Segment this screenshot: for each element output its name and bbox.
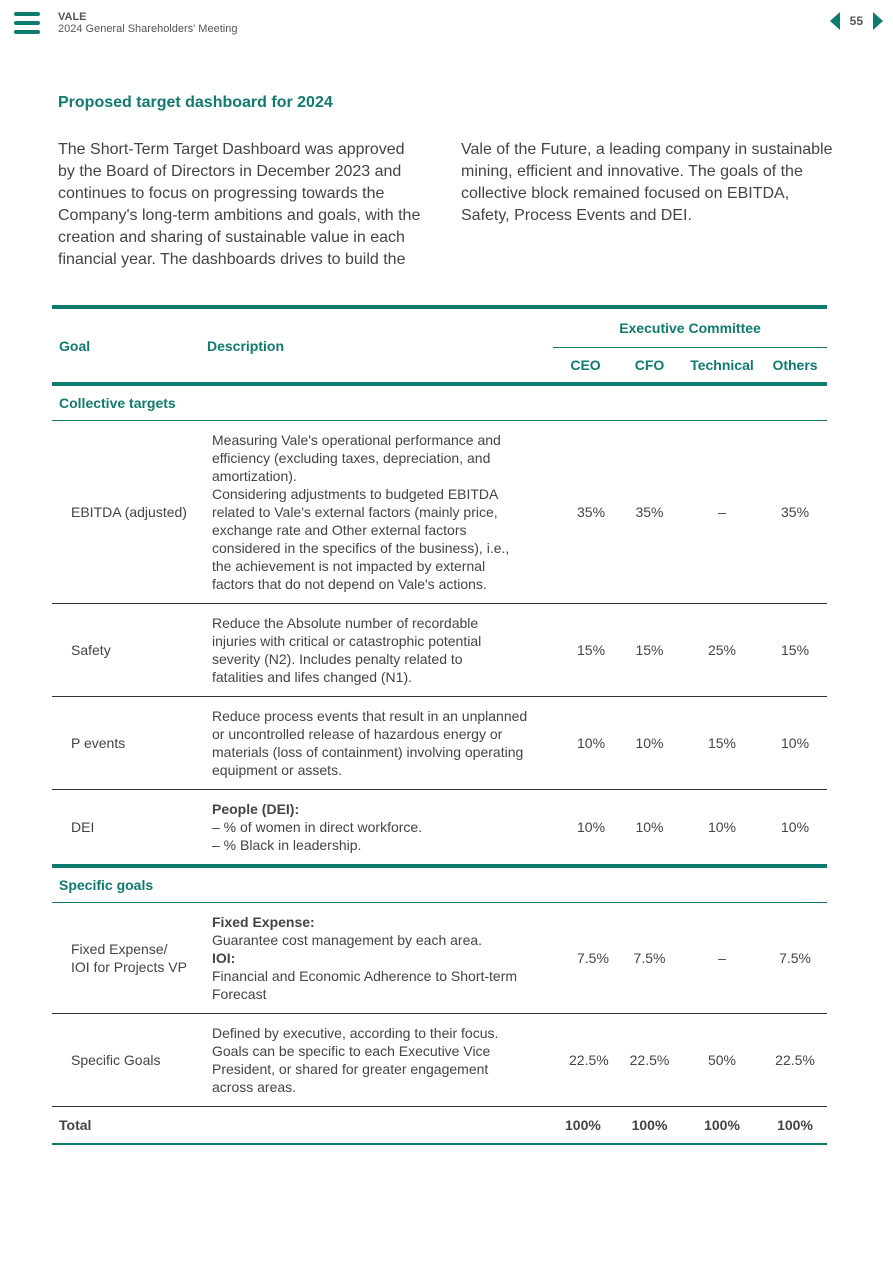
header-executive-committee: Executive Committee — [553, 307, 827, 348]
intro-line: by the Board of Directors in December 2023 and — [58, 163, 402, 180]
document-subtitle: 2024 General Shareholders' Meeting — [58, 23, 238, 35]
description-cell — [200, 1014, 553, 1107]
total-label: Total — [52, 1107, 553, 1145]
page-navigation — [830, 12, 883, 30]
description-line: Measuring Vale's operational performance and — [212, 432, 501, 448]
ceo-value: 10% — [553, 697, 618, 790]
description-line: amortization). — [212, 468, 297, 484]
cfo-value: 10% — [618, 790, 681, 867]
cfo-value: 22.5% — [618, 1014, 681, 1107]
intro-line: Safety, Process Events and DEI. — [461, 207, 692, 224]
header-others: Others — [763, 348, 827, 385]
description-line: President, or shared for greater engagement — [212, 1061, 489, 1077]
total-cfo: 100% — [618, 1107, 681, 1145]
goal-cell: EBITDA (adjusted) — [52, 421, 200, 604]
ceo-value: 10% — [553, 790, 618, 867]
description-line: Defined by executive, according to their focus. — [212, 1025, 499, 1041]
others-value: 35% — [763, 421, 827, 604]
ceo-value: 7.5% — [553, 903, 618, 1014]
description-line: fatalities and lifes changed (N1). — [212, 669, 412, 685]
total-others: 100% — [763, 1107, 827, 1145]
description-line: Reduce the Absolute number of recordable — [212, 615, 479, 631]
intro-line: financial year. The dashboards drives to build the — [58, 251, 406, 268]
cfo-value: 35% — [618, 421, 681, 604]
total-ceo: 100% — [553, 1107, 618, 1145]
description-line: exchange rate and Other external factors — [212, 522, 467, 538]
technical-value: – — [681, 903, 763, 1014]
intro-line: creation and sharing of sustainable value in each — [58, 229, 405, 246]
goal-cell — [52, 903, 200, 1014]
goal-cell: DEI — [52, 790, 200, 867]
description-line: or uncontrolled release of hazardous energy or — [212, 726, 503, 742]
description-line: injuries with critical or catastrophic potential — [212, 633, 482, 649]
menu-icon[interactable] — [14, 12, 40, 34]
description-line: Forecast — [212, 986, 267, 1002]
intro-column-2 — [461, 139, 856, 227]
intro-line: Vale of the Future, a leading company in sustainable — [461, 141, 833, 158]
others-value: 15% — [763, 604, 827, 697]
goal-cell: Safety — [52, 604, 200, 697]
table-row — [52, 790, 827, 867]
others-value: 7.5% — [763, 903, 827, 1014]
goal-line: Fixed Expense/ — [71, 941, 168, 957]
table-row — [52, 1014, 827, 1107]
description-line: factors that do not depend on Vale's actions. — [212, 576, 487, 592]
description-cell — [200, 421, 553, 604]
description-cell — [200, 903, 553, 1014]
goal-line: IOI for Projects VP — [71, 959, 187, 975]
section-title: Proposed target dashboard for 2024 — [58, 94, 333, 111]
intro-line: Company's long-term ambitions and goals, with the — [58, 207, 421, 224]
description-line: severity (N2). Includes penalty related to — [212, 651, 463, 667]
description-cell — [200, 790, 553, 867]
total-technical: 100% — [681, 1107, 763, 1145]
intro-column-1 — [58, 139, 443, 271]
others-value: 10% — [763, 790, 827, 867]
others-value: 10% — [763, 697, 827, 790]
description-line: – % Black in leadership. — [212, 837, 362, 853]
description-line: related to Vale's external factors (mainly price, — [212, 504, 498, 520]
target-dashboard-table — [52, 305, 827, 1145]
ceo-value: 22.5% — [553, 1014, 618, 1107]
total-row — [52, 1107, 827, 1145]
technical-value: 25% — [681, 604, 763, 697]
others-value: 22.5% — [763, 1014, 827, 1107]
table-row — [52, 697, 827, 790]
intro-line: continues to focus on progressing towards the — [58, 185, 385, 202]
cfo-value: 15% — [618, 604, 681, 697]
description-heading: People (DEI): — [212, 801, 300, 817]
description-line: Considering adjustments to budgeted EBITDA — [212, 486, 499, 502]
description-heading: IOI: — [212, 950, 236, 966]
description-line: efficiency (excluding taxes, depreciation, and — [212, 450, 491, 466]
goal-cell: Specific Goals — [52, 1014, 200, 1107]
table-row — [52, 604, 827, 697]
header-cfo: CFO — [618, 348, 681, 385]
description-line: across areas. — [212, 1079, 297, 1095]
previous-page-icon[interactable] — [830, 12, 840, 30]
technical-value: 15% — [681, 697, 763, 790]
specific-goals-label: Specific goals — [52, 866, 827, 903]
description-line: Reduce process events that result in an unplanned — [212, 708, 528, 724]
description-line: the achievement is not impacted by external — [212, 558, 486, 574]
header-ceo: CEO — [553, 348, 618, 385]
header-technical: Technical — [681, 348, 763, 385]
description-line: materials (loss of containment) involving operating — [212, 744, 524, 760]
description-line: Goals can be specific to each Executive Vice — [212, 1043, 491, 1059]
header-description: Description — [200, 307, 553, 384]
table-row — [52, 421, 827, 604]
page-number: 55 — [849, 14, 863, 28]
cfo-value: 10% — [618, 697, 681, 790]
technical-value: 10% — [681, 790, 763, 867]
intro-line: collective block remained focused on EBITDA, — [461, 185, 790, 202]
ceo-value: 15% — [553, 604, 618, 697]
collective-targets-label: Collective targets — [52, 384, 827, 421]
description-heading: Fixed Expense: — [212, 914, 315, 930]
technical-value: – — [681, 421, 763, 604]
brand-name: VALE — [58, 11, 87, 23]
description-line: Financial and Economic Adherence to Short-term — [212, 968, 518, 984]
description-line: considered in the specifics of the business), i.e., — [212, 540, 510, 556]
goal-cell: P events — [52, 697, 200, 790]
technical-value: 50% — [681, 1014, 763, 1107]
intro-line: mining, efficient and innovative. The goals of the — [461, 163, 803, 180]
description-line: equipment or assets. — [212, 762, 342, 778]
cfo-value: 7.5% — [618, 903, 681, 1014]
header-goal: Goal — [52, 307, 200, 384]
description-line: – % of women in direct workforce. — [212, 819, 423, 835]
table-row — [52, 903, 827, 1014]
description-line: Guarantee cost management by each area. — [212, 932, 483, 948]
intro-line: The Short-Term Target Dashboard was approved — [58, 141, 405, 158]
next-page-icon[interactable] — [873, 12, 883, 30]
description-cell — [200, 697, 553, 790]
description-cell — [200, 604, 553, 697]
ceo-value: 35% — [553, 421, 618, 604]
